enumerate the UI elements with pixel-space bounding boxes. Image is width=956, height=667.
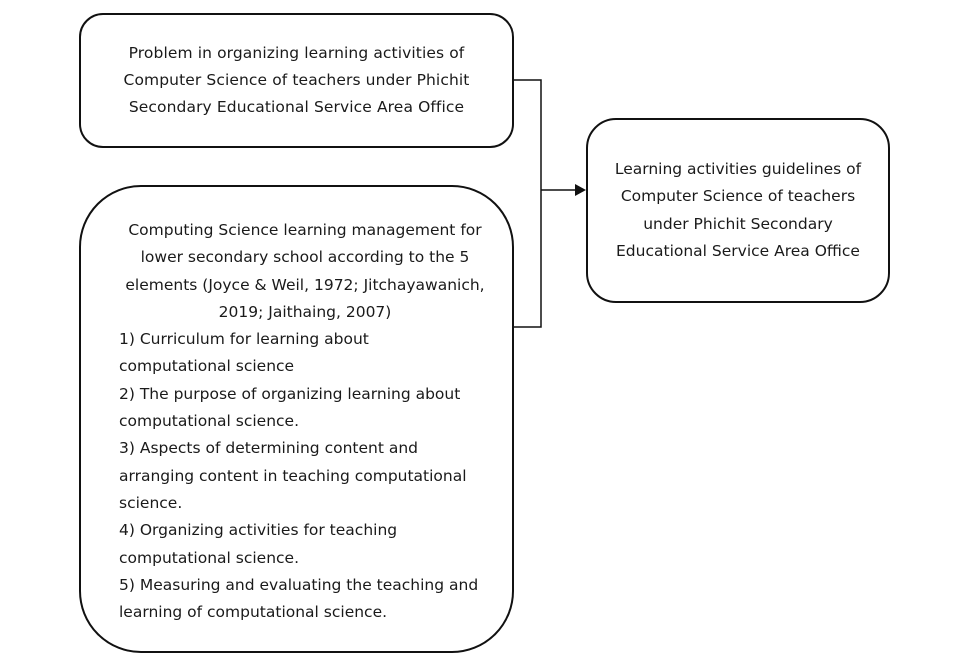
element-item: 4) Organizing activities for teaching computational science. <box>119 521 398 567</box>
output-box <box>586 118 890 303</box>
output-text: Learning activities guidelines of Computer Science of teachers under Phichit Secondary Educational Service Area Office <box>614 159 862 260</box>
element-item: 3) Aspects of determining content and arranging content in teaching computational science. <box>119 439 467 512</box>
element-item: 2) The purpose of organizing learning about computational science. <box>119 384 461 431</box>
arrow-head <box>575 184 586 196</box>
element-item: 5) Measuring and evaluating the teaching and learning of computational science. <box>119 575 479 622</box>
elements-list <box>119 326 479 626</box>
problem-box <box>79 13 514 148</box>
problem-text: Problem in organizing learning activities of Computer Science of teachers under Phichit Secondary Educational Service Area Office <box>123 44 470 116</box>
elements-box <box>79 185 514 653</box>
bracket-line <box>514 80 541 327</box>
elements-intro: Computing Science learning management for lower secondary school according to the 5 elements (Joyce & Weil, 1972; Jitchayawanich, 2019; Jaithaing, 2007) <box>125 221 485 321</box>
element-item: 1) Curriculum for learning about computational science <box>119 330 369 376</box>
